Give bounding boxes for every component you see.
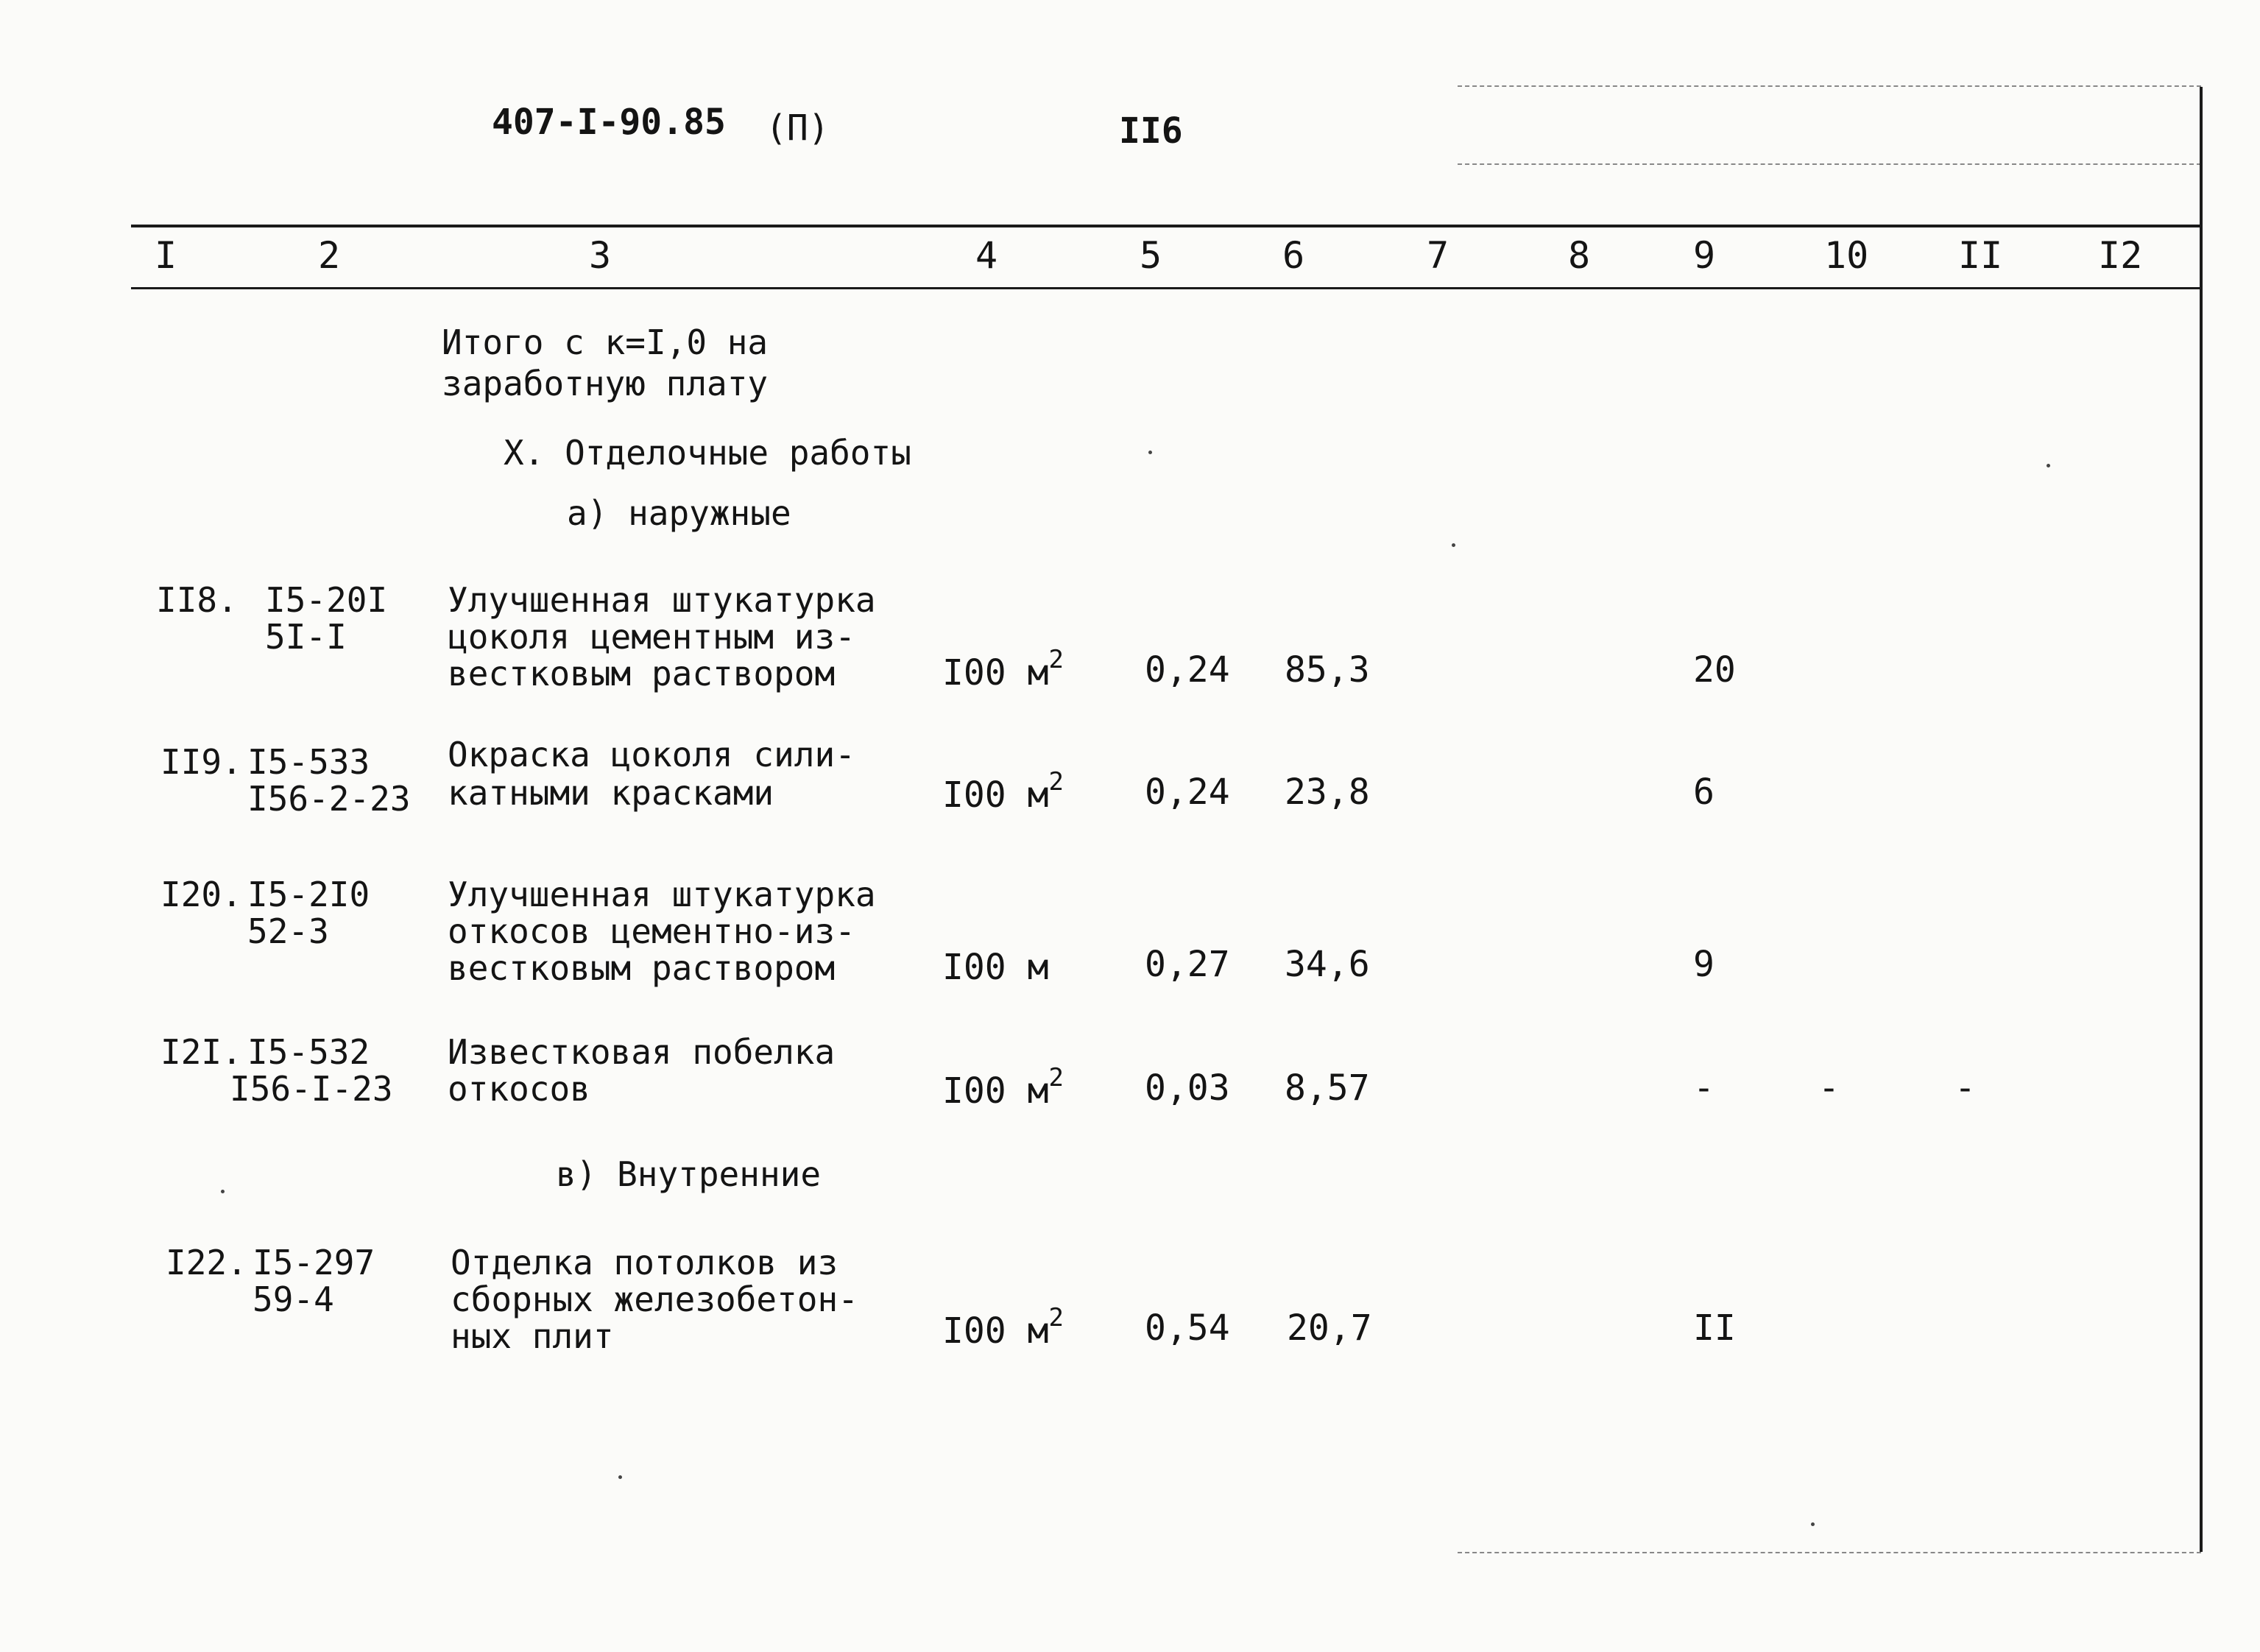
subsection-external: а) наружные <box>567 493 791 533</box>
row-col10: - <box>1818 1067 1840 1109</box>
unit-base: I00 м <box>942 947 1049 988</box>
row-rate: 8,57 <box>1285 1067 1370 1109</box>
row-col9: 9 <box>1693 944 1715 985</box>
row-code-secondary: 59-4 <box>253 1279 334 1319</box>
row-number: I22. <box>166 1243 247 1282</box>
row-description-line: вестковым раствором <box>448 654 836 693</box>
scan-speck <box>1811 1522 1815 1526</box>
row-col9: II <box>1693 1307 1736 1349</box>
row-col11: - <box>1954 1067 1976 1109</box>
upper-dashed-rule <box>1458 163 2201 165</box>
scan-speck <box>618 1475 622 1479</box>
row-rate: 23,8 <box>1285 772 1370 813</box>
row-number: I2I. <box>160 1032 242 1072</box>
column-number-1: I <box>155 234 177 277</box>
row-code-secondary: I56-I-23 <box>230 1069 393 1109</box>
unit-base: I00 м <box>942 774 1049 816</box>
row-code-secondary: I56-2-23 <box>247 779 411 819</box>
document-suffix: (П) <box>766 107 830 149</box>
subsection-internal: в) Внутренние <box>556 1154 822 1194</box>
row-number: II8. <box>156 580 238 620</box>
scan-speck <box>2047 464 2050 467</box>
row-unit <box>942 944 1049 988</box>
row-quantity: 0,27 <box>1145 944 1230 985</box>
unit-base: I00 м <box>942 1070 1049 1112</box>
table-bottom-rule <box>1458 1552 2201 1553</box>
table-header-rule <box>131 287 2201 289</box>
column-number-10: 10 <box>1824 234 1869 277</box>
column-number-5: 5 <box>1140 234 1162 277</box>
row-col9: 20 <box>1693 649 1736 691</box>
row-description-line: Отделка потолков из <box>451 1243 838 1282</box>
column-number-3: 3 <box>589 234 612 277</box>
row-unit <box>942 1303 1064 1352</box>
column-number-7: 7 <box>1427 234 1449 277</box>
row-code-primary: I5-297 <box>253 1243 375 1282</box>
page-number: II6 <box>1119 110 1183 152</box>
row-quantity: 0,24 <box>1145 772 1230 813</box>
scan-speck <box>1148 451 1152 454</box>
document-code: 407-I-90.85 <box>492 102 726 143</box>
column-number-9: 9 <box>1693 234 1716 277</box>
row-description-line: Улучшенная штукатурка <box>448 580 876 620</box>
row-description-line: откосов цементно-из- <box>448 911 855 951</box>
row-unit <box>942 767 1064 816</box>
row-description-line: цоколя цементным из- <box>448 617 855 657</box>
column-number-12: I2 <box>2098 234 2143 277</box>
table-right-border <box>2200 87 2203 1552</box>
row-quantity: 0,54 <box>1145 1307 1230 1349</box>
total-line-2: заработную плату <box>442 364 769 403</box>
row-description-line: сборных железобетон- <box>451 1279 858 1319</box>
row-description-line: Окраска цоколя сили- <box>448 735 855 774</box>
row-code-primary: I5-20I <box>265 580 388 620</box>
top-dashed-rule <box>1458 85 2201 87</box>
column-number-4: 4 <box>975 234 998 277</box>
total-line-1: Итого с к=I,0 на <box>442 322 769 362</box>
unit-exponent: 2 <box>1048 1303 1064 1332</box>
row-quantity: 0,24 <box>1145 649 1230 691</box>
row-code-primary: I5-2I0 <box>247 875 370 914</box>
section-title: X. Отделочные работы <box>504 433 911 473</box>
row-number: II9. <box>160 742 242 782</box>
row-rate: 85,3 <box>1285 649 1370 691</box>
row-description-line: Улучшенная штукатурка <box>448 875 876 914</box>
scan-speck <box>1452 543 1455 547</box>
column-number-6: 6 <box>1282 234 1305 277</box>
row-unit <box>942 645 1064 693</box>
row-code-secondary: 52-3 <box>247 911 329 951</box>
row-code-primary: I5-533 <box>247 742 370 782</box>
unit-exponent: 2 <box>1048 1063 1064 1092</box>
row-code-primary: I5-532 <box>247 1032 370 1072</box>
column-number-8: 8 <box>1568 234 1591 277</box>
unit-exponent: 2 <box>1048 767 1064 797</box>
row-col9: 6 <box>1693 772 1715 813</box>
column-number-11: II <box>1958 234 2003 277</box>
unit-base: I00 м <box>942 652 1049 693</box>
table-top-rule <box>131 225 2201 227</box>
row-rate: 34,6 <box>1285 944 1370 985</box>
row-description-line: Известковая побелка <box>448 1032 836 1072</box>
row-description-line: вестковым раствором <box>448 948 836 988</box>
row-unit <box>942 1063 1064 1112</box>
row-description-line: катными красками <box>448 773 774 813</box>
unit-exponent: 2 <box>1048 645 1064 674</box>
unit-base: I00 м <box>942 1310 1049 1352</box>
row-code-secondary: 5I-I <box>265 617 347 657</box>
row-quantity: 0,03 <box>1145 1067 1230 1109</box>
column-number-2: 2 <box>318 234 341 277</box>
row-description-line: откосов <box>448 1069 590 1109</box>
row-description-line: ных плит <box>451 1316 614 1356</box>
row-number: I20. <box>160 875 242 914</box>
scan-speck <box>221 1190 225 1193</box>
row-col9: - <box>1693 1067 1715 1109</box>
row-rate: 20,7 <box>1287 1307 1372 1349</box>
